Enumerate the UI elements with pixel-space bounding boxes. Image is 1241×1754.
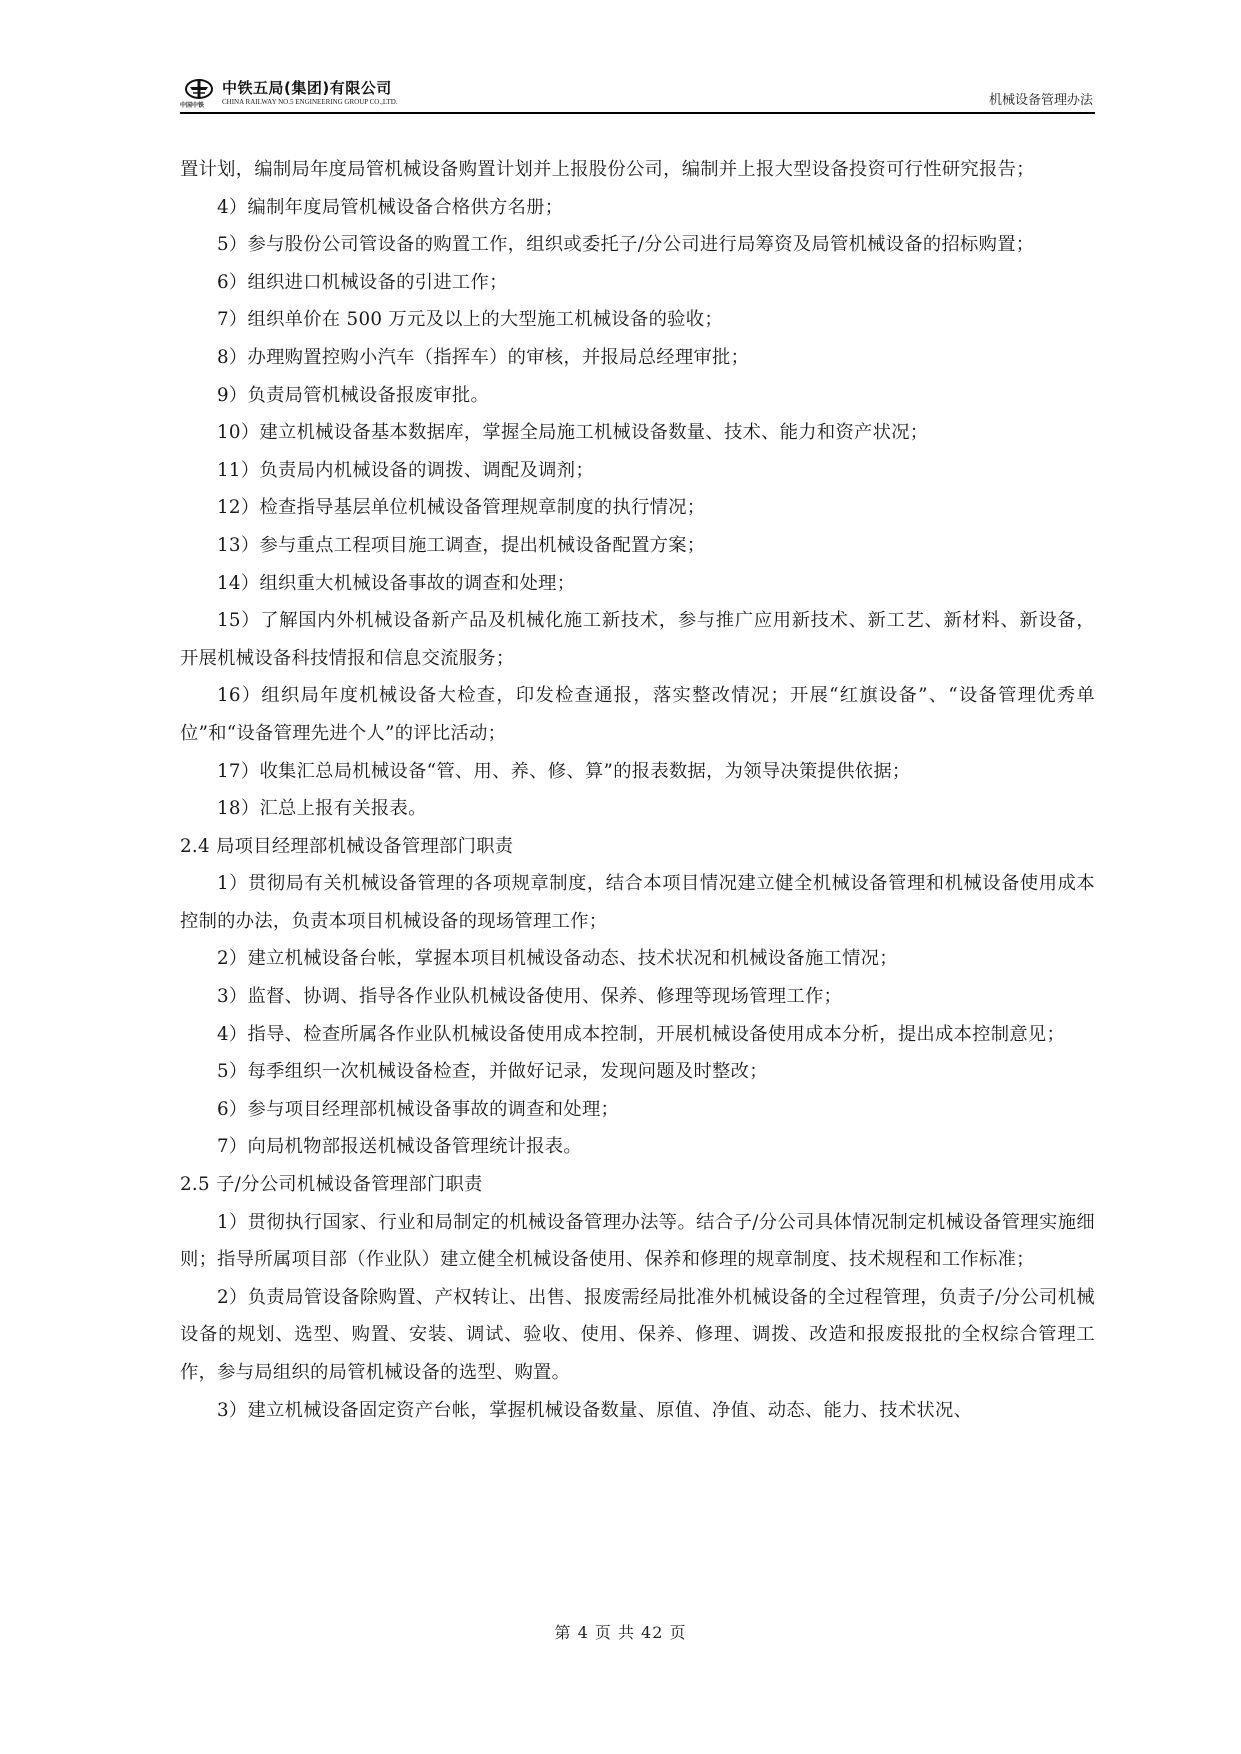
- page-number: 第 4 页 共 42 页: [554, 1623, 687, 1642]
- section-heading-2-4: 2.4 局项目经理部机械设备管理部门职责: [180, 835, 514, 857]
- list-item: 18）汇总上报有关报表。: [217, 798, 427, 820]
- list-item: 9）负责局管机械设备报废审批。: [217, 384, 490, 406]
- company-logo: [180, 76, 480, 112]
- list-item: 12）检查指导基层单位机械设备管理规章制度的执行情况；: [217, 497, 706, 519]
- crcc-emblem-icon: [184, 78, 214, 100]
- list-item: 4）编制年度局管机械设备合格供方名册；: [217, 196, 564, 218]
- company-name-cn: 中铁五局(集团)有限公司: [222, 79, 392, 97]
- list-item: 11）负责局内机械设备的调拨、调配及调剂；: [217, 459, 594, 481]
- list-item: 14）组织重大机械设备事故的调查和处理；: [217, 572, 576, 594]
- list-item: 6）组织进口机械设备的引进工作；: [217, 271, 508, 293]
- company-name-en: CHINA RAILWAY NO.5 ENGINEERING GROUP CO.,LTD.: [222, 98, 398, 106]
- list-item: 2）负责局管设备除购置、产权转让、出售、报废需经局批准外机械设备的全过程管理，负责子/分公司机械设备的规划、选型、购置、安装、调试、验收、使用、保养、修理、调拨、改造和报废报批的全权综合管理工作，参与局组织的局管机械设备的选型、购置。: [180, 1286, 1095, 1383]
- list-item: 13）参与重点工程项目施工调查，提出机械设备配置方案；: [217, 534, 706, 556]
- list-item: 3）建立机械设备固定资产台帐，掌握机械设备数量、原值、净值、动态、能力、技术状况、: [217, 1399, 973, 1421]
- document-title: 机械设备管理办法: [988, 93, 1093, 108]
- list-item: 1）贯彻执行国家、行业和局制定的机械设备管理办法等。结合子/分公司具体情况制定机械设备管理实施细则；指导所属项目部（作业队）建立健全机械设备使用、保养和修理的规章制度、技术规程和工作标准；: [180, 1211, 1095, 1271]
- list-item: 16）组织局年度机械设备大检查，印发检查通报，落实整改情况；开展“红旗设备”、“设备管理优秀单位”和“设备管理先进个人”的评比活动；: [180, 685, 1095, 744]
- list-item: 2）建立机械设备台帐，掌握本项目机械设备动态、技术状况和机械设备施工情况；: [217, 948, 898, 970]
- list-item: 4）指导、检查所属各作业队机械设备使用成本控制，开展机械设备使用成本分析，提出成本控制意见；: [217, 1023, 1066, 1045]
- list-item: 17）收集汇总局机械设备“管、用、养、修、算”的报表数据，为领导决策提供依据；: [217, 760, 911, 782]
- list-item: 6）参与项目经理部机械设备事故的调查和处理；: [217, 1098, 620, 1120]
- list-item: 15）了解国内外机械设备新产品及机械化施工新技术，参与推广应用新技术、新工艺、新材料、新设备，开展机械设备科技情报和信息交流服务；: [180, 610, 1095, 669]
- body-content: [180, 151, 1095, 1429]
- page-header: [180, 76, 1095, 114]
- list-item: 7）向局机物部报送机械设备管理统计报表。: [217, 1136, 582, 1158]
- list-item: 1）贯彻局有关机械设备管理的各项规章制度，结合本项目情况建立健全机械设备管理和机械设备使用成本控制的办法，负责本项目机械设备的现场管理工作；: [180, 873, 1095, 932]
- section-heading-2-5: 2.5 子/分公司机械设备管理部门职责: [180, 1174, 483, 1196]
- list-item: 5）参与股份公司管设备的购置工作，组织或委托子/分公司进行局筹资及局管机械设备的招标购置；: [217, 234, 1035, 256]
- list-item: 7）组织单价在 500 万元及以上的大型施工机械设备的验收；: [217, 309, 723, 331]
- paragraph-continuation: 置计划，编制局年度局管机械设备购置计划并上报股份公司，编制并上报大型设备投资可行性研究报告；: [180, 159, 1035, 180]
- list-item: 8）办理购置控购小汽车（指挥车）的审核，并报局总经理审批；: [217, 346, 750, 368]
- logo-tag-text: 中国中铁: [180, 102, 205, 109]
- list-item: 3）监督、协调、指导各作业队机械设备使用、保养、修理等现场管理工作；: [217, 986, 843, 1008]
- list-item: 5）每季组织一次机械设备检查，并做好记录，发现问题及时整改；: [217, 1061, 768, 1083]
- list-item: 10）建立机械设备基本数据库，掌握全局施工机械设备数量、技术、能力和资产状况；: [217, 422, 929, 444]
